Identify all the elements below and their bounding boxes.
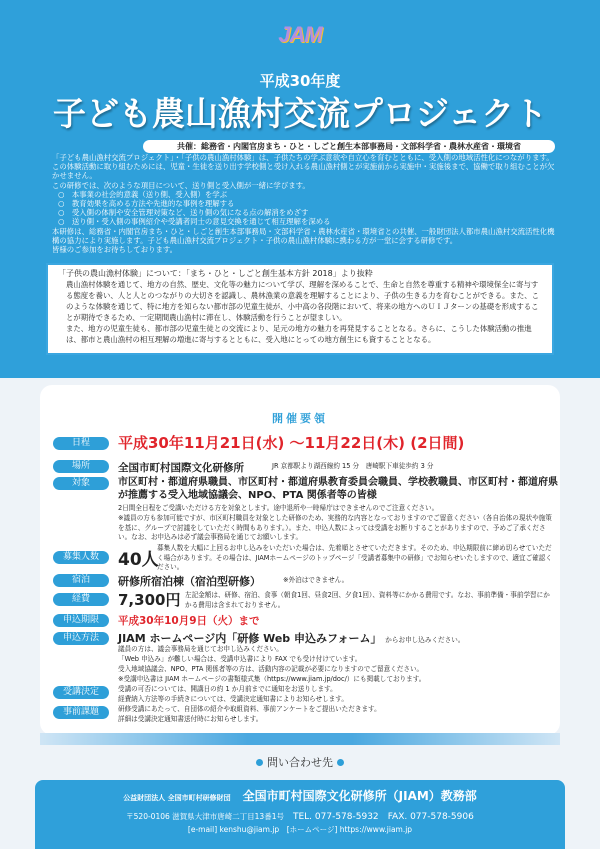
method-note: ※受講申込書は JIAM ホームページの書類様式集（https://www.jiam.jp/doc/）にも掲載しております。 <box>118 675 426 683</box>
jiam-logo: JAM <box>278 22 322 47</box>
web-form-name: JIAM ホームページ内「研修 Web 申込みフォーム」 <box>118 632 382 645</box>
divider-band <box>40 733 560 745</box>
lodging-value: 研修所宿泊棟（宿泊型研修） <box>118 575 261 588</box>
website-link[interactable]: [ホームページ] https://www.jiam.jp <box>286 825 413 834</box>
target-note: ※議員の方も参加可能ですが、市区町村職員を対象とした研修のため、実務的な内容となっておりますのでご留意ください（各自治体の現状や施策を基に、グループで討議をしていただく時間もあります。）。また、申込人数によっては受講をお断りすることがありますので、予めご了承ください。なお、お申込みは必ず議会事務局を通じてお願いします。 <box>118 514 552 541</box>
label-capacity: 募集人数 <box>53 551 109 564</box>
venue-value: 全国市町村国際文化研修所 <box>118 462 244 474</box>
assignment-note: 研修受講にあたって、自団体の紹介や取組資料、事前アンケートをご提出いただきます。 <box>118 705 381 713</box>
label-cost: 経費 <box>53 593 109 606</box>
label-assignment: 事前課題 <box>53 706 109 719</box>
quote-heading: 「子供の農山漁村体験」について：「まち・ひと・しごと創生基本方針 2018」より抜粋 <box>58 269 373 278</box>
target-note: 2日間全日程をご受講いただける方を対象とします。途中退所や一時帰庁はできませんのでご注意ください。 <box>118 504 439 512</box>
cohost-badge: 共催：総務省・内閣官房まち・ひと・しごと創生本部事務局・文部科学省・農林水産省・環境省 <box>143 140 555 153</box>
org-line <box>35 787 565 804</box>
intro-bullet: ○ 送り側・受入側の事例紹介や受講者同士の意見交換を通じて相互理解を深める <box>58 217 331 227</box>
intro-bullet: ○ 本事業の社会的意義（送り側、受入側）を学ぶ <box>58 189 228 199</box>
address-line <box>35 809 565 822</box>
intro-paragraph: 「子ども農山漁村交流プロジェクト」・「子供の農山漁村体験」は、子供たちの学ぶ意欲や自立心を育むとともに、受入側の地域活性化につながります。この体験活動に取り組むためには、児童・生徒を送り出す学校側と受け入れる農山漁村側とが実施前から実施中・実施後まで、協働で取り組むことが欠かせません。 <box>52 153 555 181</box>
quote-paragraph: 農山漁村体験を通じて、地方の自然、歴史、文化等の魅力について学び、理解を深めることで、生命と自然を尊重する精神や環境保全に寄与する態度を養い、人と人とのつながりの大切さを認識し、農林漁業の意義を理解することにより、子供の生きる力を育むことができる。また、このような体験を通じて、特に地方を知らない都市部の児童生徒が、小中高の各段階において、将来の地方へのＵＩＪターンの基礎を形成することが期待できるため、一定期間農山漁村に滞在し、体験活動を行うことが望ましい。 <box>66 280 540 322</box>
deadline-value: 平成30年10月9日（火）まで <box>118 615 260 627</box>
details-heading: 開催要領 <box>272 412 328 425</box>
assignment-note: 詳細は受講決定通知書送付時にお知らせします。 <box>118 715 263 723</box>
lodging-note: ※外泊はできません。 <box>283 576 349 584</box>
contact-heading <box>0 754 600 770</box>
label-target: 対象 <box>53 477 109 490</box>
fiscal-year: 平成30年度 <box>259 72 341 90</box>
label-venue: 場所 <box>53 460 109 473</box>
org-small: 公益財団法人 全国市町村研修財団 <box>123 794 231 802</box>
fax: FAX. 077-578-5906 <box>387 812 474 822</box>
method-note: 議員の方は、議会事務局を通じてお申し込みください。 <box>118 645 283 653</box>
method-note: 受入地域協議会、NPO、PTA 関係者等の方は、活動内容の記載が必要になりますのでご留意ください。 <box>118 665 424 673</box>
intro-bullet: ○ 受入側の体制や安全管理対策など、送り側の気になる点の解消をめざす <box>58 208 309 218</box>
intro-text <box>44 153 558 254</box>
intro-paragraph: この研修では、次のような項目について、送り側と受入側が一緒に学びます。 <box>52 180 310 190</box>
label-method: 申込方法 <box>53 632 109 645</box>
label-lodging: 宿泊 <box>53 574 109 587</box>
method-note: 「Web 申込み」が難しい場合は、受講申込書により FAX でも受け付けています。 <box>118 655 362 663</box>
quote-paragraph: また、地方の児童生徒も、都市部の児童生徒との交流により、足元の地方の魅力を再発見することとなる。さらに、こうした体験活動の推進は、都市と農山漁村の相互理解の増進に寄与するとともに、受入地にとっての地方創生にも資することとなる。 <box>66 324 532 344</box>
email-link[interactable]: [e-mail] kenshu@jiam.jp <box>187 825 280 834</box>
cost-value: 7,300円 <box>118 591 181 609</box>
decision-note: 受講の可否については、開講日の約 1 か月前までに通知をお送りします。 <box>118 685 337 693</box>
method-value <box>118 630 464 646</box>
address: 〒520-0106 滋賀県大津市唐崎二丁目13番1号 <box>126 812 284 821</box>
online-line <box>35 824 565 835</box>
schedule-value: 平成30年11月21日(水) ～11月22日(木) (2日間) <box>118 434 465 452</box>
method-suffix: からお申し込みください。 <box>385 636 465 644</box>
capacity-value: 40人 <box>118 550 159 570</box>
target-value: 市区町村・都道府県職員、市区町村・都道府県教育委員会職員、学校教職員、市区町村・都道府県が推薦する受入地域協議会、NPO、PTA 関係者等の皆様 <box>118 477 558 501</box>
tel: TEL. 077-578-5932 <box>292 812 379 822</box>
capacity-note: 募集人数を大幅に上回るお申し込みをいただいた場合は、先着順とさせていただきます。そのため、申込期限前に締め切らせていただく場合があります。その場合は、JIAMホームページのトップページ「受講者募集中の研修」でお知らせいたしますので、適宜ご確認ください。 <box>157 544 552 571</box>
venue-note: JR 京都駅より湖西線約 15 分 唐崎駅下車徒歩約 3 分 <box>272 462 434 470</box>
intro-bullet: ○ 教育効果を高める方法や先進的な事例を理解する <box>58 199 235 209</box>
label-schedule: 日程 <box>53 437 109 450</box>
contact-heading-text: 問い合わせ先 <box>267 756 333 769</box>
org-name: 全国市町村国際文化研修所（JIAM）教務部 <box>242 789 477 803</box>
dot-icon <box>256 759 263 766</box>
decision-note: 経費納入方法等の手続きについては、受講決定通知書によりお知らせします。 <box>118 695 348 703</box>
dot-icon <box>337 759 344 766</box>
intro-paragraph: 本研修は、総務省・内閣官房まち・ひと・しごと創生本部事務局・文部科学省・農林水産省・環境省との共催、一般財団法人都市農山漁村交流活性化機構の協力により実施します。子ども農山漁村交流プロジェクト・子供の農山漁村体験に携わる方が一堂に会する研修です。 <box>52 226 555 245</box>
cost-note: 左記金額は、研修、宿泊、食事（朝食1回、昼食2回、夕食1回）、資料等にかかる費用です。なお、事前準備・事前学習にかかる費用は含まれておりません。 <box>185 591 550 609</box>
contact-footer <box>35 780 565 849</box>
label-decision: 受講決定 <box>53 686 109 699</box>
quote-box <box>46 263 554 355</box>
intro-paragraph: 皆様のご参加をお待ちしております。 <box>52 245 178 255</box>
page-title: 子ども農山漁村交流プロジェクト <box>52 94 548 133</box>
header-section <box>0 0 600 378</box>
label-deadline: 申込期限 <box>53 614 109 627</box>
